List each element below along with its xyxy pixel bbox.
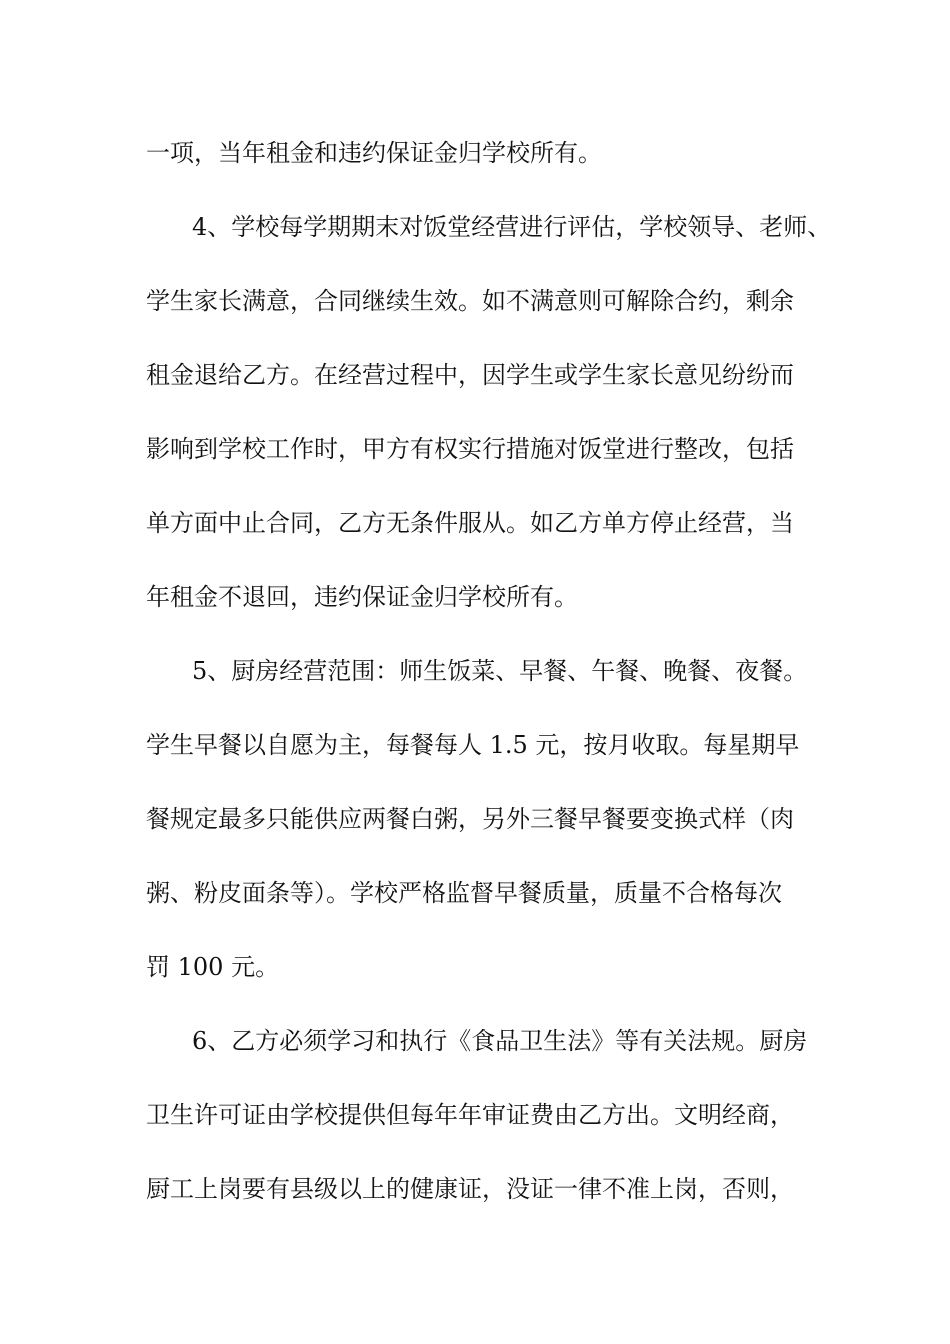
paragraph-line: 粥、粉皮面条等）。学校严格监督早餐质量，质量不合格每次 [146, 879, 782, 907]
paragraph-line: 学生家长满意，合同继续生效。如不满意则可解除合约，剩余 [146, 287, 794, 315]
paragraph-line: 影响到学校工作时，甲方有权实行措施对饭堂进行整改，包括 [146, 435, 794, 463]
paragraph-line: 厨工上岗要有县级以上的健康证，没证一律不准上岗，否则， [146, 1175, 794, 1203]
paragraph-line: 卫生许可证由学校提供但每年年审证费由乙方出。文明经商， [146, 1101, 794, 1129]
paragraph-line: 罚 100 元。 [146, 953, 280, 981]
paragraph-line: 一项，当年租金和违约保证金归学校所有。 [146, 139, 602, 167]
paragraph-line: 4、学校每学期期末对饭堂经营进行评估，学校领导、老师、 [192, 213, 832, 241]
paragraph-line: 5、厨房经营范围：师生饭菜、早餐、午餐、晚餐、夜餐。 [192, 657, 808, 685]
paragraph-line: 年租金不退回，违约保证金归学校所有。 [146, 583, 578, 611]
paragraph-line: 单方面中止合同，乙方无条件服从。如乙方单方停止经营，当 [146, 509, 794, 537]
paragraph-line: 租金退给乙方。在经营过程中，因学生或学生家长意见纷纷而 [146, 361, 794, 389]
paragraph-line: 6、乙方必须学习和执行《食品卫生法》等有关法规。厨房 [192, 1027, 808, 1055]
paragraph-line: 学生早餐以自愿为主，每餐每人 1.5 元，按月收取。每星期早 [146, 731, 800, 759]
paragraph-line: 餐规定最多只能供应两餐白粥，另外三餐早餐要变换式样（肉 [146, 805, 794, 833]
